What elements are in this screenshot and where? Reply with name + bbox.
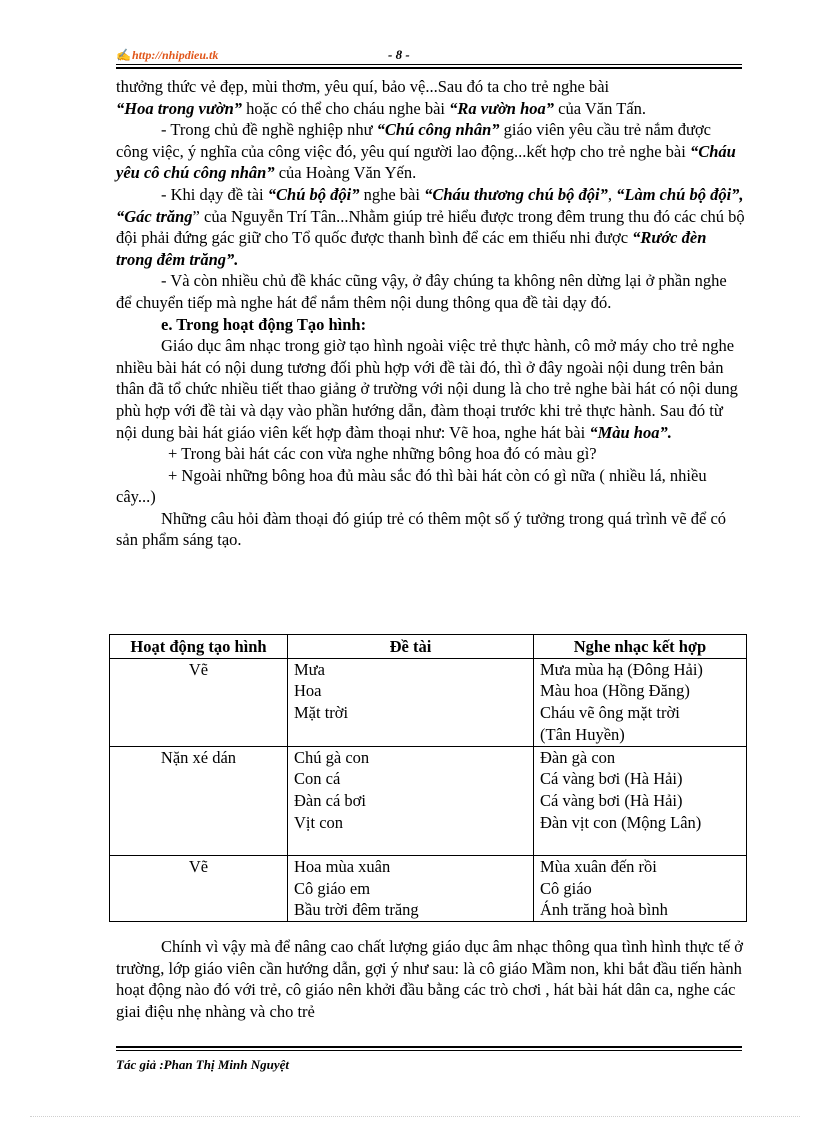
table-header-row	[110, 635, 747, 659]
music-item: (Tân Huyền)	[540, 724, 625, 744]
section-heading-e: e. Trong hoạt động Tạo hình:	[161, 314, 367, 334]
column-header-topic: Đề tài	[288, 635, 534, 659]
music-item: Mưa mùa hạ (Đông Hải)	[540, 659, 703, 679]
paragraph-4: - Và còn nhiều chủ đề khác cũng vậy, ở đây chúng ta không nên dừng lại ở phần nghe để chuyển tiếp mà nghe hát để nắm thêm nội dung thông qua đề tài dạy đó.	[116, 271, 727, 312]
music-cell	[534, 746, 747, 856]
table-row	[110, 746, 747, 856]
topic-cell	[288, 658, 534, 746]
paragraph-6: Những câu hỏi đàm thoại đó giúp trẻ có thêm một số ý tưởng trong quá trình vẽ để có sản phẩm sáng tạo.	[116, 508, 727, 550]
activity-music-table	[109, 634, 747, 922]
paragraph-7: Chính vì vậy mà để nâng cao chất lượng giáo dục âm nhạc thông qua tình hình thực tế ở trường, lớp giáo viên cần hướng dẫn, gợi ý như sau: là cô giáo Mầm non, khi bắt đầu tiến hành hoạt động nào đó với trẻ, cô giáo nên khởi đầu bằng các trò chơi , hát bài hát dân ca, nghe các giai điệu nhẹ nhàng và cho trẻ	[116, 937, 743, 1021]
topic-item: Hoa	[294, 681, 322, 701]
topic-cell	[288, 746, 534, 856]
topic-cell	[288, 856, 534, 922]
music-item: Đàn gà con	[540, 747, 616, 767]
topic-item: Con cá	[294, 769, 341, 789]
header-link[interactable]: http://nhipdieu.tk	[132, 48, 219, 62]
paragraph-2: - Trong chủ đề nghề nghiệp như “Chú công nhân” giáo viên yêu cầu trẻ nắm được công việc, ý nghĩa của công việc đó, yêu quí người lao động...kết hợp cho trẻ nghe bài “Cháu yêu cô chú công nhân” của Hoàng Văn Yến.	[116, 120, 736, 183]
column-header-music: Nghe nhạc kết hợp	[534, 635, 747, 659]
activity-cell: Vẽ	[110, 856, 288, 922]
table-row	[110, 658, 747, 746]
music-item: Màu hoa (Hồng Đăng)	[540, 681, 690, 701]
column-header-activity: Hoạt động tạo hình	[110, 635, 288, 659]
activity-cell: Vẽ	[110, 658, 288, 746]
page-boundary	[30, 1116, 800, 1117]
question-1: + Trong bài hát các con vừa nghe những bông hoa đó có màu gì?	[168, 444, 597, 464]
topic-item: Đàn cá bơi	[294, 790, 366, 810]
music-item: Cá vàng bơi (Hà Hải)	[540, 790, 683, 810]
table-row	[110, 856, 747, 922]
page-header	[116, 46, 742, 66]
topic-item: Hoa mùa xuân	[294, 857, 391, 877]
topic-item: Bầu trời đêm trăng	[294, 900, 419, 920]
page-number: - 8 -	[388, 47, 410, 62]
header-rule-thick	[116, 67, 742, 69]
music-item: Đàn vịt con (Mộng Lân)	[540, 812, 702, 832]
document-body	[116, 76, 746, 551]
music-item: Ánh trăng hoà bình	[540, 900, 668, 920]
paragraph-1: thưởng thức vẻ đẹp, mùi thơm, yêu quí, bảo vệ...Sau đó ta cho trẻ nghe bài “Hoa trong vườn” hoặc có thể cho cháu nghe bài “Ra vườn hoa” của Văn Tấn.	[116, 77, 646, 118]
topic-item: Mặt trời	[294, 703, 349, 723]
music-cell	[534, 856, 747, 922]
author-footer: Tác giả :Phan Thị Minh Nguyệt	[116, 1057, 289, 1072]
topic-item: Chú gà con	[294, 747, 370, 767]
question-2: + Ngoài những bông hoa đủ màu sắc đó thì bài hát còn có gì nữa ( nhiều lá, nhiều cây...)	[116, 465, 707, 507]
topic-item: Vịt con	[294, 812, 344, 832]
music-item: Cô giáo	[540, 878, 592, 898]
music-item: Cháu vẽ ông mặt trời	[540, 703, 680, 723]
footer-rule-thick	[116, 1046, 742, 1048]
closing-text	[116, 936, 746, 1022]
topic-item: Cô giáo em	[294, 878, 371, 898]
paragraph-5: Giáo dục âm nhạc trong giờ tạo hình ngoài việc trẻ thực hành, cô mở máy cho trẻ nghe nhiều bài hát có nội dung tương đối phù hợp với đề tài đó, thì ở đây ngoài nội dung trên bản thân đã tổ chức nhiều tiết thao giảng ở trường với nội dung là cho trẻ nghe bài hát có nội dung phù hợp với đề tài và dạy vào phần hướng dẫn, đàm thoại trước khi trẻ thực hành. Sau đó từ nội dung bài hát giáo viên kết hợp đàm thoại như: Vẽ hoa, nghe hát bài “Màu hoa”.	[116, 336, 738, 442]
header-rule	[116, 64, 742, 65]
music-item: Mùa xuân đến rồi	[540, 857, 657, 877]
music-item: Cá vàng bơi (Hà Hải)	[540, 769, 683, 789]
paragraph-3: - Khi dạy đề tài “Chú bộ đội” nghe bài “Cháu thương chú bộ đội”, “Làm chú bộ đội”, “Gác trăng” của Nguyễn Trí Tân...Nhằm giúp trẻ hiểu được trong đêm trung thu đó các chú bộ đội phải đứng gác giữ cho Tổ quốc được thanh bình để các em thiếu nhi được “Rước đèn trong đêm trăng”.	[116, 184, 745, 269]
activity-cell: Nặn xé dán	[110, 746, 288, 856]
topic-item: Mưa	[294, 659, 325, 679]
footer-rule	[116, 1050, 742, 1051]
pen-icon: ✍	[116, 48, 131, 62]
music-cell	[534, 658, 747, 746]
